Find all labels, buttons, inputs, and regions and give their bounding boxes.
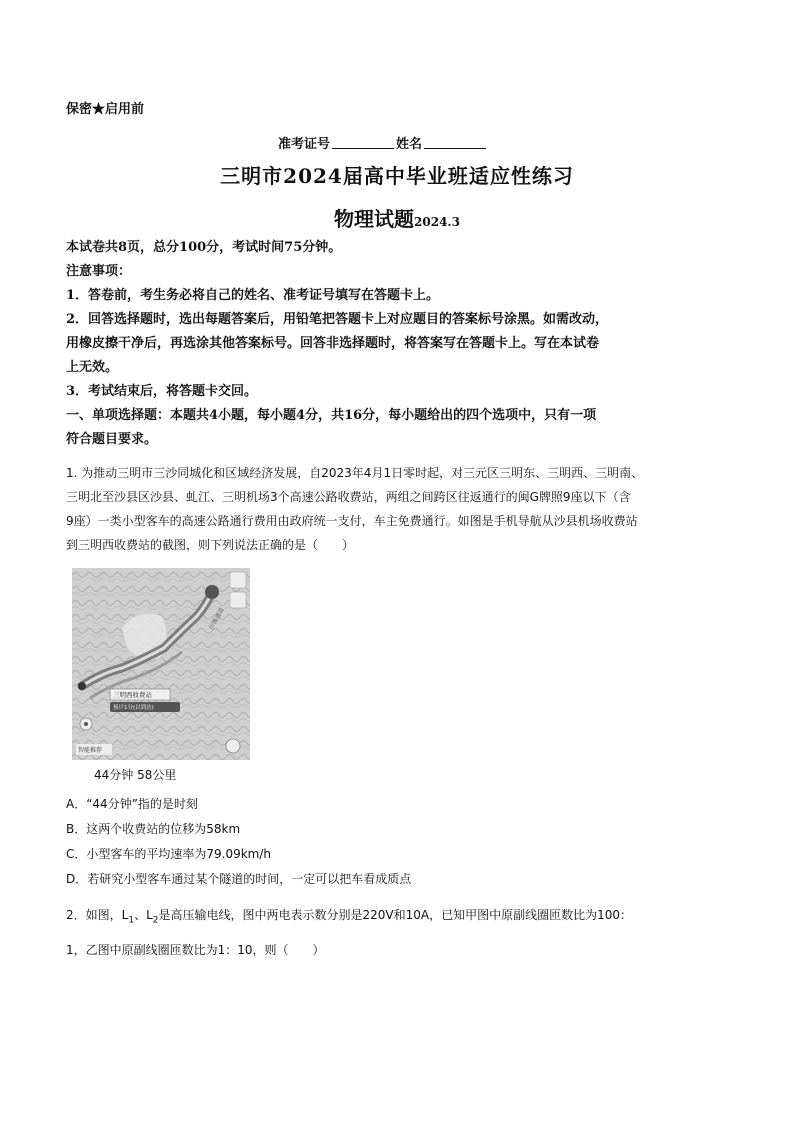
- exam-id-label: 准考证号: [278, 137, 331, 152]
- q2-text-end: 是高压输电线，图中两电表示数分别是220V和10A，已知甲图中原副线圈匝数比为100：: [158, 908, 632, 922]
- option-d: D．若研究小型客车通过某个隧道的时间，一定可以把车看成质点: [66, 872, 412, 886]
- exam-title: 三明市2024届高中毕业班适应性练习: [220, 164, 574, 188]
- question-1-line: 9座）一类小型客车的高速公路通行费用由政府统一支付，车主免费通行。如图是手机导航从沙县机场收费站: [66, 514, 638, 528]
- question-2-stem: [66, 900, 766, 965]
- question-1-stem: [66, 461, 766, 557]
- nav-eta-label: 预计1分(以到达): [113, 705, 154, 711]
- start-pin-icon: [205, 585, 219, 599]
- confidential-mark: 保密★启用前: [66, 102, 145, 117]
- subject-title: [0, 203, 794, 232]
- navigation-map-image: [72, 568, 250, 760]
- question-1-line: 1. 为推动三明市三沙同城化和区域经济发展，自2023年4月1日零时起，对三元区三明东、三明西、三明南、: [66, 466, 644, 480]
- notes-item: 3．考试结束后，将答题卡交回。: [66, 384, 258, 399]
- notes-item: 上无效。: [66, 360, 119, 375]
- question-1-line: 到三明西收费站的截图，则下列说法正确的是（ ）: [66, 538, 355, 552]
- map-caption: 44分钟 58公里: [94, 768, 177, 782]
- question-2-line: [66, 900, 766, 935]
- name-label: 姓名: [396, 137, 423, 152]
- exam-date: 2024.3: [414, 215, 460, 229]
- notes-heading: 注意事项：: [66, 264, 132, 279]
- name-blank: [424, 136, 486, 149]
- highway-label: 沙溪通道: [207, 606, 226, 631]
- bottom-label: 智能推荐: [78, 747, 103, 754]
- question-2-line: 1，乙图中原副线圈匝数比为1：10，则（ ）: [66, 943, 325, 958]
- notes-item: 用橡皮擦干净后，再选涂其他答案标号。回答非选择题时，将答案写在答题卡上。写在本试卷: [66, 336, 600, 351]
- subject-name: 物理试题: [334, 207, 415, 231]
- traffic-button: [230, 592, 246, 608]
- question-1-line: 三明北至沙县区沙县、虬江、三明机场3个高速公路收费站，两组之间跨区往返通行的闽G牌照9座以下（含: [66, 490, 631, 504]
- section-heading: 一、单项选择题：本题共4小题，每小题4分，共16分，每小题给出的四个选项中，只有一项: [66, 408, 597, 423]
- locate-icon-dot: [84, 722, 88, 726]
- option-a: A．“44分钟”指的是时刻: [66, 797, 198, 811]
- notes-item: 2．回答选择题时，选出每题答案后，用铅笔把答题卡上对应题目的答案标号涂黑。如需改动，: [66, 312, 609, 327]
- q2-text-start: 2．如图，L: [66, 908, 129, 922]
- option-b: B．这两个收费站的位移为58km: [66, 822, 241, 836]
- station-label: 三明西收费站: [113, 691, 152, 699]
- notes-summary: 本试卷共8页，总分100分，考试时间75分钟。: [66, 240, 342, 255]
- exam-id-name-line: [278, 133, 488, 152]
- notes-item: 1．答卷前，考生务必将自己的姓名、准考证号填写在答题卡上。: [66, 288, 440, 303]
- q2-separator: 、L: [134, 908, 153, 922]
- option-c: C．小型客车的平均速率为79.09km/h: [66, 847, 272, 861]
- exam-id-blank: [332, 136, 394, 149]
- refresh-icon: [226, 739, 240, 753]
- l1-subscript: 1: [128, 915, 135, 926]
- l2-subscript: 2: [152, 915, 159, 926]
- map-terrain: [72, 568, 250, 760]
- notes-block: [66, 236, 766, 452]
- end-pin-icon: [78, 682, 86, 690]
- layer-button: [230, 572, 246, 588]
- section-heading-cont: 符合题目要求。: [66, 432, 158, 447]
